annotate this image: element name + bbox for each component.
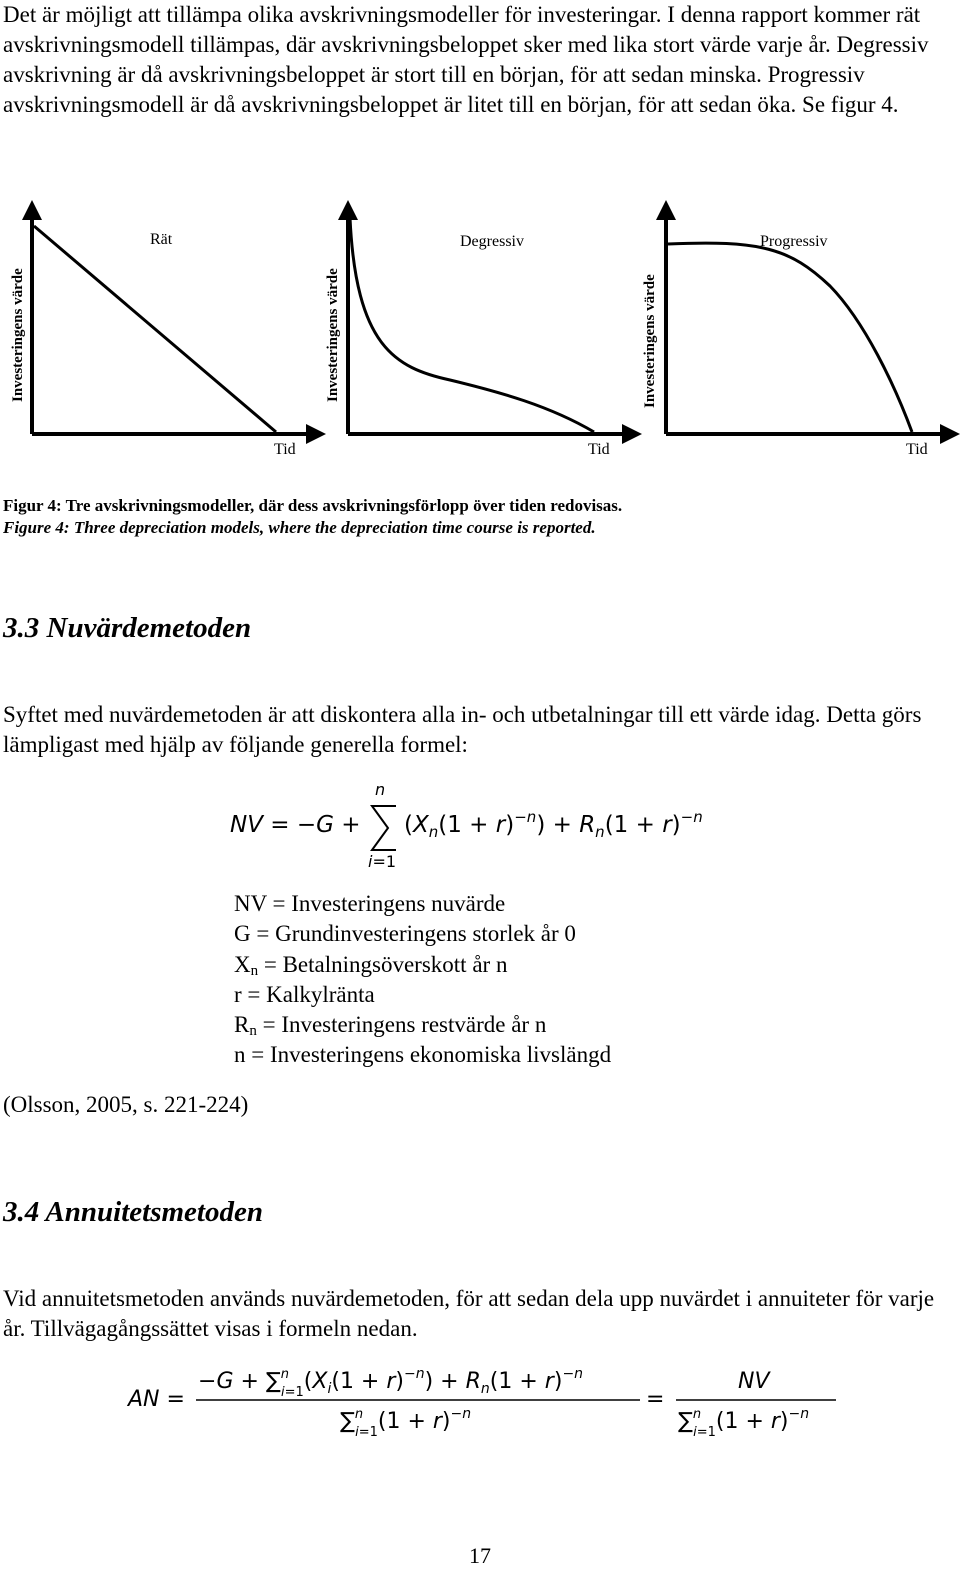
panel-degressiv-title: Degressiv [460,233,524,250]
definition-rn-text: = Investeringens restvärde år n [256,1012,547,1038]
svg-text:∑ni=1(1 + r)−n: ∑$^n$ $i=1(1 + r)^{-n}$ [340,1406,472,1440]
panel-rat-xlabel: Tid [274,441,296,458]
annuitetsmetoden-paragraph: Vid annuitetsmetoden används nuvärdemetoden, för att sedan dela upp nuvärdet i annuiteter för varje år. Tillvägagångssättet visas i formeln nedan. [3,1286,935,1341]
panel-progressiv [642,210,950,458]
curve-progressiv [668,243,912,432]
panel-rat-title: Rät [150,231,173,248]
nv-formula [222,776,752,876]
panel-degressiv [325,210,632,458]
definition-rn-subscript: n [249,1023,257,1040]
page-number: 17 [469,1543,491,1568]
definition-x [234,950,611,980]
section-heading-nuvardemetoden: 3.3 Nuvärdemetoden [3,612,252,644]
svg-text:NV: NV [738,1369,770,1394]
svg-text:−G + ∑ni=1(Xi(1 + r)−n) + Rn(1: −G + ∑$^n$ $i=1(X_i(1 + r)^{-n}) + R_n(1 + r)^{-n}$ [198,1366,584,1400]
definition-n: n = Investeringens ekonomiska livslängd [234,1042,612,1068]
panel-progressiv-xlabel: Tid [906,441,928,458]
definition-r: r = Kalkylränta [234,981,375,1007]
curve-rat [34,226,276,432]
nuvardemetoden-paragraph: Syftet med nuvärdemetoden är att diskontera alla in- och utbetalningar till ett värde idag. Detta görs lämpligast med hjälp av följande generella formel: [3,702,922,757]
definition-g: G = Grundinvesteringens storlek år 0 [234,921,576,947]
svg-text:(Xn(1 + r)−n) + Rn(1 + r)−n: $(X_n(1 + r)^{-n}) + R_n(1 + r)^{-n}$ [404,808,703,841]
definition-x-text: = Betalningsöverskott år n [258,951,508,977]
panel-progressiv-title: Progressiv [760,233,828,250]
curve-degressiv [350,218,594,432]
citation: (Olsson, 2005, s. 221-224) [3,1092,249,1117]
definition-rn-symbol: R [234,1012,250,1038]
svg-text:=: = [646,1387,665,1412]
panel-rat-ylabel: Investeringens värde [10,268,26,402]
svg-text:∑ni=1(1 + r)−n: ∑$^n$ $i=1(1 + r)^{-n}$ [678,1406,810,1440]
intro-paragraph: Det är möjligt att tillämpa olika avskrivningsmodeller för investeringar. I denna rapport kommer rät avskrivningsmodell tillämpas, där avskrivningsbeloppet sker med lika stort värde varje år. Degressiv avskrivning är då avskrivningsbeloppet är stort till en början, för att sedan minska. Progressiv avskrivningsmodell är då avskrivningsbeloppet är litet till en början, för att sedan öka. Se figur 4. [3,2,929,117]
panel-rat [10,210,316,458]
panel-degressiv-ylabel: Investeringens värde [325,268,341,402]
figure-caption-en: Figure 4: Three depreciation models, where the depreciation time course is reported. [3,518,596,537]
definition-nv: NV = Investeringens nuvärde [234,891,506,916]
definition-rn [234,1010,611,1040]
definition-x-symbol: X [234,951,251,977]
depreciation-figure [0,196,960,468]
formula-definitions [234,889,611,1071]
svg-text:NV = −G +: NV = −G + [230,812,361,838]
panel-progressiv-ylabel: Investeringens värde [642,274,658,408]
section-heading-annuitetsmetoden: 3.4 Annuitetsmetoden [3,1196,263,1228]
definition-x-subscript: n [250,962,259,979]
svg-text:n: n [375,780,386,799]
panel-degressiv-xlabel: Tid [588,441,610,458]
svg-text:AN =: AN = [128,1387,185,1412]
an-formula [120,1356,850,1446]
svg-text:i=1: i=1 [368,852,397,871]
figure-caption-sv: Figur 4: Tre avskrivningsmodeller, där dess avskrivningsförlopp över tiden redovisas. [3,496,623,515]
